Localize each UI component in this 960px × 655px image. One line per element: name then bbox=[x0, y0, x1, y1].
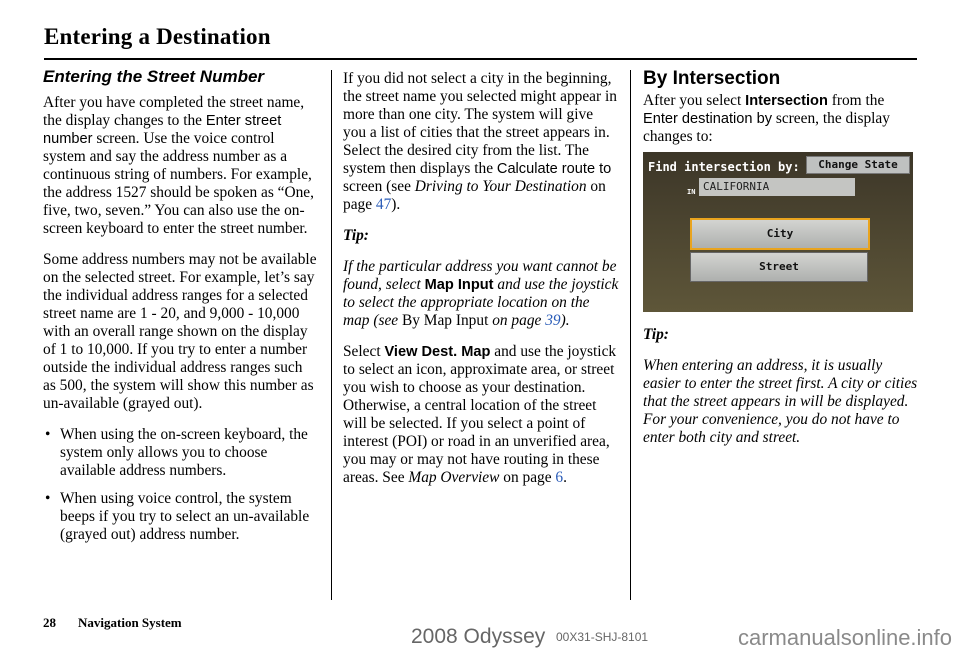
page-link[interactable]: 39 bbox=[545, 312, 561, 329]
bullet-list bbox=[43, 426, 319, 544]
list-item-text: When using voice control, the system beeps if you try to select an un-available (grayed out) address number. bbox=[60, 490, 310, 543]
cross-reference: Map Overview bbox=[408, 469, 500, 486]
street-button[interactable]: Street bbox=[690, 252, 868, 282]
watermark-site: carmanualsonline.info bbox=[738, 625, 953, 650]
text: screen. Use the voice control system and say the address number as a continuous string of numbers. For example, the address 1527 should be spoken as “One, five, two, seven.” You can also use the on-screen keyboard to enter the street number. bbox=[43, 130, 314, 237]
tip-label: Tip: bbox=[643, 326, 669, 343]
paragraph: Some address numbers may not be available on the selected street. For example, let’s say the individual address ranges for a selected street name are 1 - 20, and 9,000 - 10,000 with an overall range shown on the display of 1 to 10,000. If you try to enter a number outside the individual address ranges such as 500, the system will show this number as un-available (grayed out). bbox=[43, 251, 317, 412]
paragraph bbox=[343, 343, 619, 487]
page-link[interactable]: 6 bbox=[555, 469, 564, 486]
text: ). bbox=[560, 312, 570, 329]
footer-doc-code: 00X31-SHJ-8101 bbox=[556, 630, 649, 644]
text: screen (see bbox=[343, 178, 415, 195]
page-number: 28 bbox=[43, 615, 56, 630]
list-item-text: When using the on-screen keyboard, the system only allows you to choose available address numbers. bbox=[60, 426, 308, 479]
bullet-icon: • bbox=[45, 426, 51, 443]
screen-prompt: Find intersection by: bbox=[648, 160, 800, 174]
column-1 bbox=[43, 67, 319, 554]
text: screen, the display changes to: bbox=[643, 110, 890, 145]
cross-reference: By Map Input bbox=[401, 312, 489, 329]
text: . bbox=[563, 469, 567, 486]
text: ). bbox=[391, 196, 401, 213]
text: After you select bbox=[643, 92, 746, 109]
text: and use the joystick to select the appropriate location on the map (see bbox=[343, 276, 619, 329]
state-field: CALIFORNIA bbox=[699, 178, 855, 196]
nav-screen-screenshot bbox=[643, 152, 913, 312]
city-button[interactable]: City bbox=[690, 218, 870, 250]
text: from the bbox=[827, 92, 885, 109]
ui-term: Intersection bbox=[745, 93, 828, 109]
paragraph bbox=[343, 70, 619, 214]
in-label: IN bbox=[687, 188, 696, 196]
tip-label: Tip: bbox=[343, 227, 369, 244]
paragraph bbox=[643, 92, 921, 146]
ui-term: Enter destination by bbox=[643, 111, 772, 127]
list-item bbox=[43, 426, 319, 480]
cross-reference: Driving to Your Destination bbox=[414, 178, 587, 195]
text: on page bbox=[488, 312, 546, 329]
tip-text: When entering an address, it is usually easier to enter the street first. A city or cities that the street appears in will be displayed. For your convenience, you do not have to enter both city and street. bbox=[643, 357, 918, 446]
text: on page bbox=[499, 469, 556, 486]
ui-term: Calculate route to bbox=[496, 161, 612, 177]
ui-term: View Dest. Map bbox=[384, 344, 491, 360]
title-rule bbox=[44, 58, 917, 60]
ui-term: Enter street number bbox=[43, 113, 282, 147]
text: on page bbox=[343, 178, 606, 213]
text: If you did not select a city in the beginning, the street name you selected might appear in more than one city. The system will give you a list of cities that the street appears in. Select the desired city from the list. The system then displays the bbox=[343, 70, 617, 177]
footer-label: Navigation System bbox=[78, 615, 182, 630]
text: If the particular address you want cannot be found, select bbox=[343, 258, 617, 293]
section-heading-by-intersection: By Intersection bbox=[643, 68, 781, 89]
text: and use the joystick to select an icon, approximate area, or street you wish to choose as your destination. Otherwise, a central location of the street will be selected. If you select a point of interest (POI) or road in an unverified area, you may or may not have routing in these areas. See bbox=[343, 343, 617, 486]
list-item bbox=[43, 490, 319, 544]
tip-text bbox=[343, 258, 619, 330]
paragraph bbox=[43, 94, 319, 238]
page-link[interactable]: 47 bbox=[375, 196, 392, 213]
column-2 bbox=[343, 70, 619, 500]
change-state-button[interactable]: Change State bbox=[806, 156, 910, 174]
section-heading-street-number: Entering the Street Number bbox=[43, 67, 265, 86]
footer-model: 2008 Odyssey bbox=[411, 625, 546, 648]
page-title: Entering a Destination bbox=[44, 24, 271, 49]
column-3 bbox=[643, 68, 921, 460]
column-divider-2 bbox=[630, 70, 631, 600]
ui-term: Map Input bbox=[424, 277, 494, 293]
text: After you have completed the street name, the display changes to the bbox=[43, 94, 305, 129]
text: Select bbox=[343, 343, 385, 360]
column-divider-1 bbox=[331, 70, 332, 600]
bullet-icon: • bbox=[45, 490, 51, 507]
